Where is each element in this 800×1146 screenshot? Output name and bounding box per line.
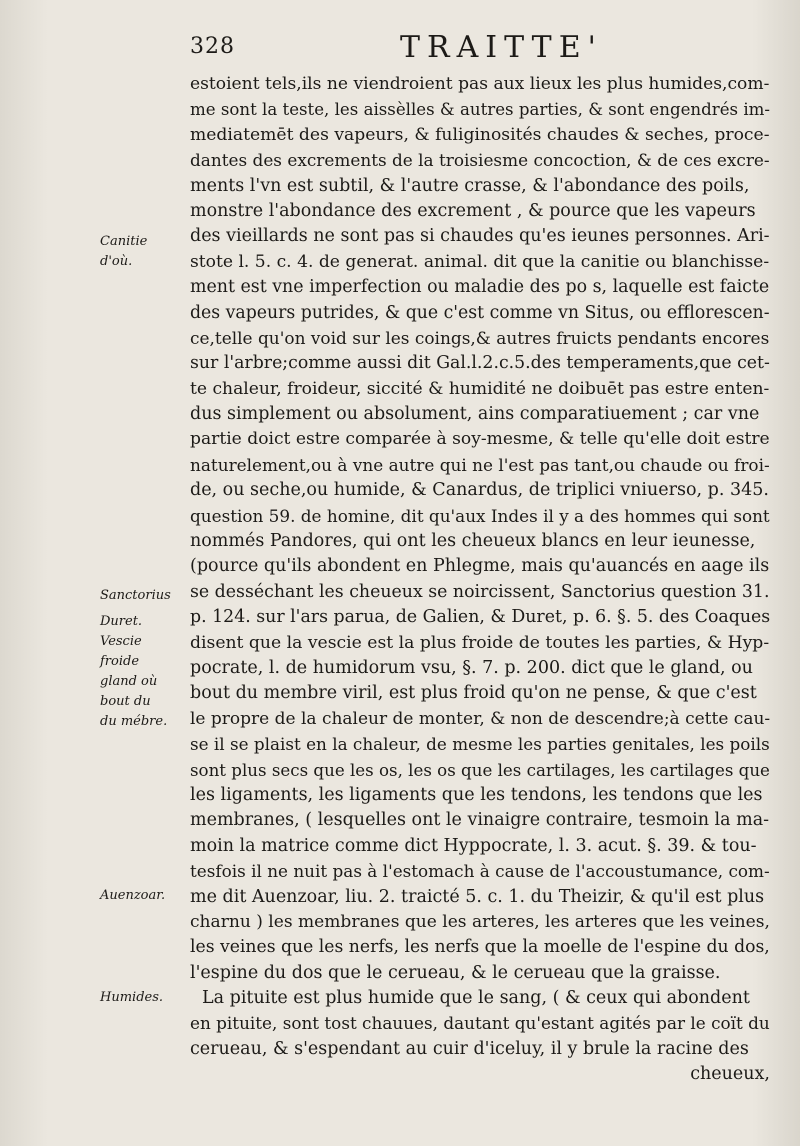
text-line: cheueux, [690, 1064, 770, 1085]
text-line: bout du membre viril, est plus froid qu'on ne pense, & que c'est [190, 683, 757, 704]
page-header [190, 30, 790, 70]
text-line: me sont la teste, les aissèlles & autres parties, & sont engendrés im- [190, 100, 770, 120]
text-line: moin la matrice comme dict Hyppocrate, l. 3. acut. §. 39. & tou- [190, 835, 757, 856]
margin-note: Auenzoar. [100, 888, 166, 903]
text-line: me dit Auenzoar, liu. 2. traicté 5. c. 1. du Theizir, & qu'il est plus [190, 886, 765, 907]
text-line: de, ou seche,ou humide, & Canardus, de triplici vniuerso, p. 345. [190, 480, 769, 501]
text-line: les ligaments, les ligaments que les tendons, les tendons que les [190, 784, 763, 805]
text-line: dantes des excrements de la troisiesme concoction, & de ces excre- [190, 150, 770, 171]
text-line: disent que la vescie est la plus froide de toutes les parties, & Hyp- [190, 632, 770, 653]
text-line: dus simplement ou absolument, ains comparatiuement ; car vne [190, 404, 760, 425]
text-line: membranes, ( lesquelles ont le vinaigre contraire, tesmoin la ma- [190, 810, 770, 831]
running-head: TRAITTE' [400, 30, 603, 65]
text-line: p. 124. sur l'ars parua, de Galien, & Duret, p. 6. §. 5. des Coaques [190, 607, 771, 628]
text-line: estoient tels,ils ne viendroient pas aux lieux les plus humides,com- [190, 74, 770, 94]
text-line: ce,telle qu'on void sur les coings,& autres fruicts pendants encores [190, 327, 770, 348]
text-line: des vapeurs putrides, & que c'est comme vn Situs, ou efflorescen- [190, 302, 770, 323]
text-line: ment est vne imperfection ou maladie des po s, laquelle est faicte [190, 277, 770, 298]
text-line: question 59. de homine, dit qu'aux Indes il y a des hommes qui sont [190, 505, 770, 526]
body-text [190, 72, 770, 1088]
text-line: charnu ) les membranes que les arteres, les arteres que les veines, [190, 911, 770, 932]
text-line: sont plus secs que les os, les os que les cartilages, les cartilages que [190, 760, 770, 780]
margin-note: Duret. Vescie froide gland où bout du du mébre. [100, 614, 168, 729]
text-line: tesfois il ne nuit pas à l'estomach à cause de l'accoustumance, com- [190, 861, 770, 882]
text-line: en pituite, sont tost chauues, dautant qu'estant agités par le coït du [190, 1013, 770, 1034]
text-line: partie doict estre comparée à soy-mesme, & telle qu'elle doit estre [190, 429, 770, 450]
margin-note: Canitie d'où. [100, 234, 148, 269]
text-line: pocrate, l. de humidorum vsu, §. 7. p. 200. dict que le gland, ou [190, 657, 753, 678]
text-line: nommés Pandores, qui ont les cheueux blancs en leur ieunesse, [190, 531, 756, 552]
margin-note: Humides. [100, 990, 164, 1005]
margin-note: Sanctorius [100, 588, 171, 603]
text-line: se il se plaist en la chaleur, de mesme les parties genitales, les poils [190, 734, 770, 755]
page-number: 328 [190, 34, 235, 59]
text-line: monstre l'abondance des excrement , & pource que les vapeurs [190, 200, 756, 221]
text-line: naturelement,ou à vne autre qui ne l'est pas tant,ou chaude ou froi- [190, 454, 770, 475]
text-line: mediatemēt des vapeurs, & fuliginosités chaudes & seches, proce- [190, 124, 770, 145]
text-line: ments l'vn est subtil, & l'autre crasse, & l'abondance des poils, [190, 175, 750, 196]
text-line: l'espine du dos que le cerueau, & le cerueau que la graisse. [190, 962, 721, 983]
text-line: (pource qu'ils abondent en Phlegme, mais qu'auancés en aage ils [190, 556, 770, 577]
text-line: cerueau, & s'espendant au cuir d'iceluy, il y brule la racine des [190, 1038, 749, 1059]
margin-notes [100, 0, 195, 1146]
text-line: se desséchant les cheueux se noircissent, Sanctorius question 31. [190, 581, 770, 602]
text-line: les veines que les nerfs, les nerfs que la moelle de l'espine du dos, [190, 937, 770, 958]
text-line: La pituite est plus humide que le sang, ( & ceux qui abondent [202, 988, 750, 1009]
text-line: te chaleur, froideur, siccité & humidité ne doibuēt pas estre enten- [190, 378, 770, 399]
text-line: le propre de la chaleur de monter, & non de descendre;à cette cau- [190, 708, 771, 729]
text-line: des vieillards ne sont pas si chaudes qu'es ieunes personnes. Ari- [190, 226, 770, 247]
text-line: sur l'arbre;comme aussi dit Gal.l.2.c.5.des temperaments,que cet- [190, 353, 770, 374]
text-line: stote l. 5. c. 4. de generat. animal. dit que la canitie ou blanchisse- [190, 251, 770, 272]
